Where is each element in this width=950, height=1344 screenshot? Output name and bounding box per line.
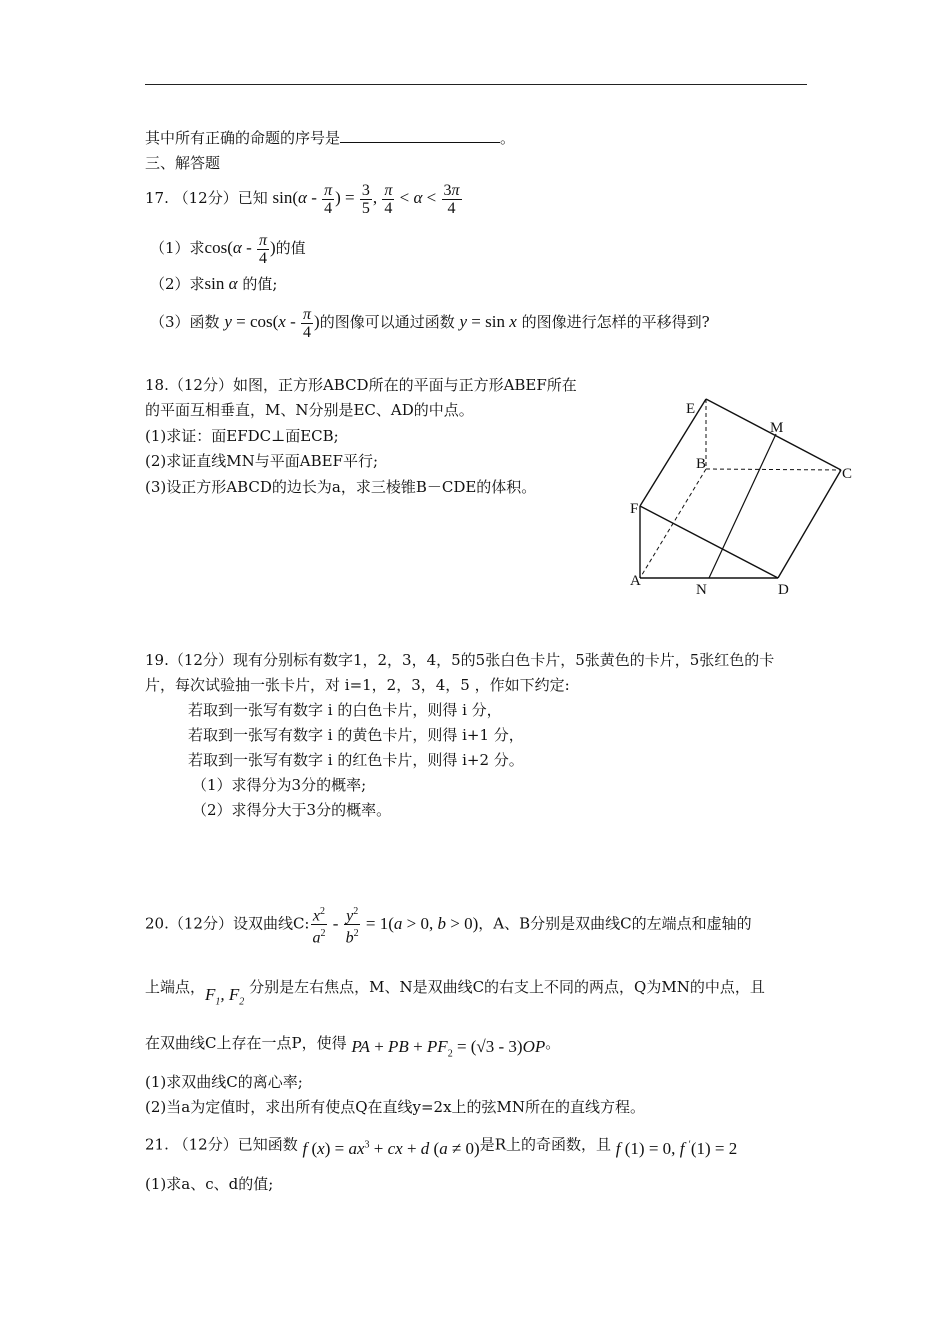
segment-MN [709, 434, 776, 578]
edge-CD [778, 470, 841, 578]
blank-prompt: 其中所有正确的命题的序号是 [145, 129, 341, 147]
q18-geometry-figure [620, 390, 870, 610]
label-F: F [630, 501, 639, 517]
label-B: B [696, 456, 707, 472]
q21-part1: (1)求a、c、d的值; [145, 1175, 274, 1193]
q17-part1: （1）求cos(α - $\frac{\pi}{4}$ )的值 [150, 231, 306, 267]
fill-blank-line: 其中所有正确的命题的序号是 。 [145, 129, 516, 147]
label-E: E [686, 401, 696, 417]
answer-blank [340, 128, 500, 143]
edge-EF [640, 399, 706, 506]
label-D: D [778, 582, 789, 598]
header-rule [145, 84, 807, 85]
q18-line1: 18.（12分）如图，正方形ABCD所在的平面与正方形ABEF所在 [145, 376, 577, 394]
q20-line2: 上端点，$F_1$, $F_2$ 分别是左右焦点，M、N是双曲线C的右支上不同的两点，Q为MN的中点，且 [145, 978, 765, 1008]
q17-formula: sin(α - $\frac{\pi}{4}$ ) = $\frac{3}{5}$ , $\frac{\pi}{4}$ < α < $\frac{3\pi}{4}$ [272, 181, 460, 217]
label-M: M [770, 420, 784, 436]
q19-rule-white: 若取到一张写有数字 i 的白色卡片，则得 i 分， [188, 701, 502, 719]
edge-FD [640, 506, 778, 578]
label-A: A [630, 573, 641, 589]
label-C: C [842, 466, 853, 482]
q20-vector-formula: PA + PB + $PF_2 = (√3 - 3)OP$ [351, 1037, 546, 1060]
section-heading: 三、解答题 [145, 154, 221, 172]
q20-hyperbola-formula: $\frac{x^2}{a^2}$ - $\frac{y^2}{b^2}$ = 1(a > 0, b > 0) [309, 914, 478, 933]
q20-part2: (2)当a为定值时，求出所有使点Q在直线y=2x上的弦MN所在的直线方程。 [145, 1098, 646, 1116]
q20-part1: (1)求双曲线C的离心率; [145, 1073, 303, 1091]
q20-line3: 在双曲线C上存在一点P，使得 PA + PB + $PF_2 = (√3 - 3)OP$。 [145, 1034, 561, 1060]
q20-statement: 20.（12分）设双曲线C: $\frac{x^2}{a^2}$ - $\frac{y^2}{b^2}$ = 1(a > 0, b > 0)，A、B分别是双曲线C的左端点和虚轴的 [145, 903, 752, 947]
q19-line1: 19.（12分）现有分别标有数字1，2，3，4，5的5张白色卡片，5张黄色的卡片，5张红色的卡 [145, 651, 775, 669]
q17-part2: （2）求sin α 的值; [150, 274, 278, 293]
q17-statement: 17. （12分）已知 sin(α - $\frac{\pi}{4}$ ) = $\frac{3}{5}$ , $\frac{\pi}{4}$ < α < $\frac{3\pi}{4}$ [145, 180, 463, 217]
edge-BC [706, 469, 841, 470]
q18-part1: (1)求证：面EFDC⊥面ECB; [145, 427, 339, 445]
q19-line2: 片，每次试验抽一张卡片，对 i=1，2，3，4，5 ，作如下约定: [145, 676, 570, 694]
q20-foci: $F_1$, $F_2$ [205, 985, 245, 1008]
q19-rule-yellow: 若取到一张写有数字 i 的黄色卡片，则得 i+1 分， [188, 726, 524, 744]
q17-part3: （3）函数 y = cos(x - $\frac{\pi}{4}$ )的图像可以通过函数 y = sin x 的图像进行怎样的平移得到? [150, 305, 710, 341]
edge-BA [640, 469, 706, 578]
q19-part1: （1）求得分为3分的概率; [192, 776, 367, 794]
q21-conditions: f (1) = 0, f ′(1) = 2 [615, 1138, 738, 1158]
q18-part2: (2)求证直线MN与平面ABEF平行; [145, 452, 378, 470]
q21-function-formula: f $(x) = ax^3$ + cx + d (a ≠ 0) [302, 1138, 480, 1158]
q21-statement: 21. （12分）已知函数 f $(x) = ax^3$ + cx + d (a ≠ 0)是R上的奇函数，且 f (1) = 0, f ′(1) = 2 [145, 1135, 738, 1158]
q19-part2: （2）求得分大于3分的概率。 [192, 801, 392, 819]
q18-line2: 的平面互相垂直，M、N分别是EC、AD的中点。 [145, 401, 474, 419]
q18-part3: (3)设正方形ABCD的边长为a，求三棱锥B－CDE的体积。 [145, 478, 537, 496]
q19-rule-red: 若取到一张写有数字 i 的红色卡片，则得 i+2 分。 [188, 751, 524, 769]
label-N: N [696, 582, 707, 598]
